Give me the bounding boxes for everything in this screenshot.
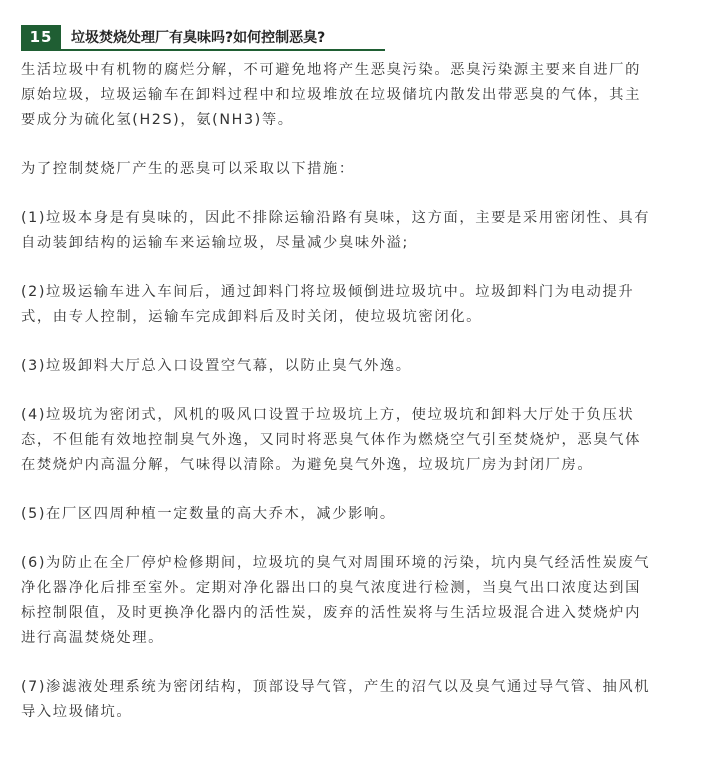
paragraph-measures-lead [21, 157, 703, 182]
article-body [21, 58, 703, 725]
text-line: 式，由专人控制，运输车完成卸料后及时关闭，使垃圾坑密闭化。 [21, 309, 483, 325]
text-line: (2)垃圾运输车进入车间后，通过卸料门将垃圾倾倒进垃圾坑中。垃圾卸料门为电动提升 [21, 284, 635, 300]
text-line: 要成分为硫化氢(H2S)，氨(NH3)等。 [21, 112, 294, 128]
section-number-badge: 15 [21, 25, 61, 49]
paragraph-measure-3 [21, 354, 703, 379]
text-line: (3)垃圾卸料大厅总入口设置空气幕，以防止臭气外逸。 [21, 358, 412, 374]
section-title: 垃圾焚烧处理厂有臭味吗?如何控制恶臭? [71, 30, 326, 46]
paragraph-measure-1 [21, 206, 703, 256]
text-line: (6)为防止在全厂停炉检修期间，垃圾坑的臭气对周围环境的污染，坑内臭气经活性炭废气 [21, 555, 651, 571]
paragraph-measure-6 [21, 551, 703, 651]
text-line: 自动装卸结构的运输车来运输垃圾，尽量减少臭味外溢; [21, 235, 409, 251]
text-line: 为了控制焚烧厂产生的恶臭可以采取以下措施： [21, 161, 355, 177]
text-line: (1)垃圾本身是有臭味的，因此不排除运输沿路有臭味，这方面，主要是采用密闭性、具有 [21, 210, 651, 226]
section-header [21, 25, 385, 51]
text-line: 标控制限值，及时更换净化器内的活性炭，废弃的活性炭将与生活垃圾混合进入焚烧炉内 [21, 605, 641, 621]
paragraph-measure-7 [21, 675, 703, 725]
paragraph-measure-2 [21, 280, 703, 330]
text-line: 在焚烧炉内高温分解，气味得以清除。为避免臭气外逸，垃圾坑厂房为封闭厂房。 [21, 457, 594, 473]
text-line: 净化器净化后排至室外。定期对净化器出口的臭气浓度进行检测，当臭气出口浓度达到国 [21, 580, 641, 596]
text-line: (7)渗滤液处理系统为密闭结构，顶部设导气管，产生的沼气以及臭气通过导气管、抽风机 [21, 679, 651, 695]
text-line: 态，不但能有效地控制臭气外逸，又同时将恶臭气体作为燃烧空气引至焚烧炉，恶臭气体 [21, 432, 641, 448]
text-line: 原始垃圾，垃圾运输车在卸料过程中和垃圾堆放在垃圾储坑内散发出带恶臭的气体，其主 [21, 87, 641, 103]
text-line: 进行高温焚烧处理。 [21, 630, 165, 646]
text-line: (5)在厂区四周种植一定数量的高大乔木，减少影响。 [21, 506, 396, 522]
paragraph-intro [21, 58, 703, 133]
text-line: 生活垃圾中有机物的腐烂分解，不可避免地将产生恶臭污染。恶臭污染源主要来自进厂的 [21, 62, 641, 78]
text-line: (4)垃圾坑为密闭式，风机的吸风口设置于垃圾坑上方，使垃圾坑和卸料大厅处于负压状 [21, 407, 635, 423]
paragraph-measure-4 [21, 403, 703, 478]
text-line: 导入垃圾储坑。 [21, 704, 133, 720]
paragraph-measure-5 [21, 502, 703, 527]
